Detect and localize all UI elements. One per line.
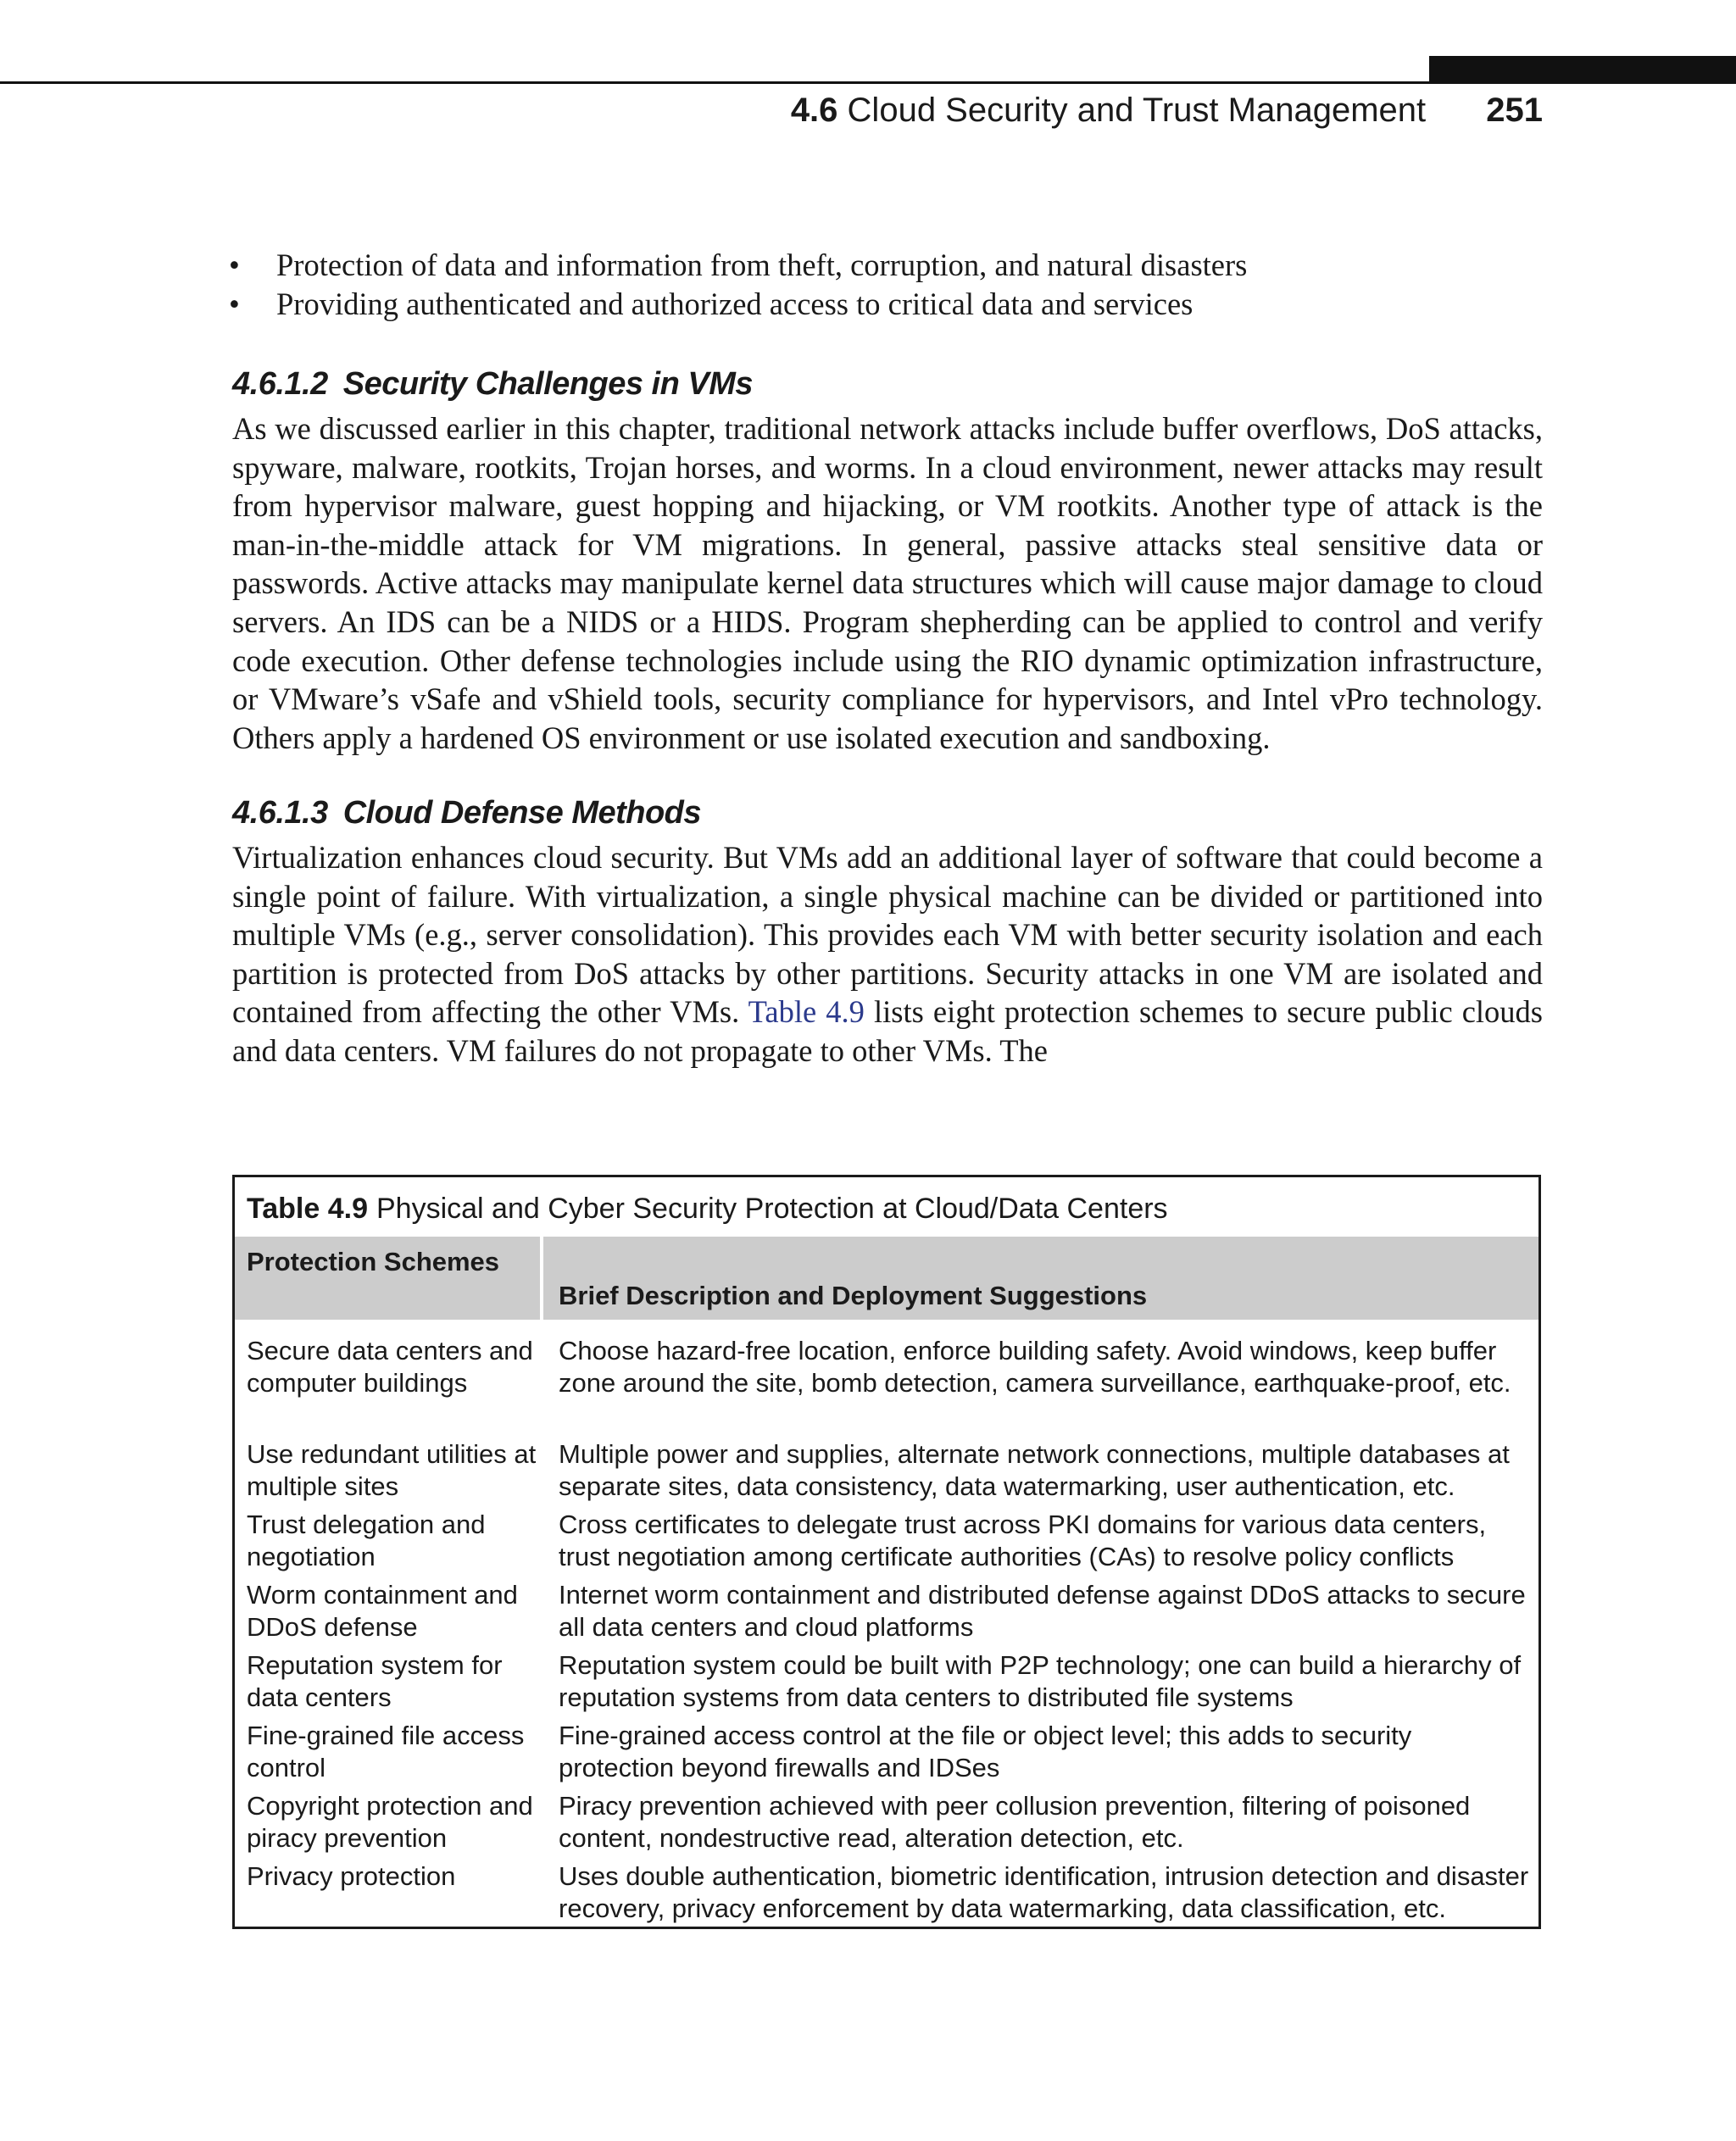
section-heading bbox=[232, 795, 701, 831]
table-header bbox=[235, 1237, 1538, 1320]
bullet-text: Protection of data and information from theft, corruption, and natural disasters bbox=[276, 247, 1248, 282]
running-head-section-number: 4.6 bbox=[790, 92, 838, 129]
paragraph-text: Virtualization enhances cloud security. But VMs add an additional layer of software that could become a single point of failure. With virtualization, a single physical machine can be divided or partitioned into multiple VMs (e.g., server consolidation). This provides each VM with better security isolation and each partition is protected from DoS attacks by other partitions. Security attacks in one VM are isolated and contained from affecting the other VMs. bbox=[232, 840, 1543, 1030]
description-cell: Multiple power and supplies, alternate network connections, multiple databases at separate sites, data consistency, data watermarking, user authentication, etc. bbox=[559, 1439, 1510, 1501]
column-header-schemes: Protection Schemes bbox=[247, 1247, 500, 1276]
section-heading-title: Security Challenges in VMs bbox=[342, 366, 753, 402]
page-number: 251 bbox=[1486, 92, 1543, 129]
bullet-text: Providing authenticated and authorized access to critical data and services bbox=[276, 286, 1194, 321]
bullet-item bbox=[229, 285, 1543, 324]
page-corner-tab bbox=[1429, 56, 1736, 83]
description-cell: Fine-grained access control at the file or object level; this adds to security protection beyond firewalls and IDSes bbox=[559, 1721, 1412, 1782]
description-cell: Choose hazard-free location, enforce building safety. Avoid windows, keep buffer zone around the site, bomb detection, camera surveillance, earthquake-proof, etc. bbox=[559, 1336, 1511, 1398]
section-paragraph: As we discussed earlier in this chapter, traditional network attacks include buffer overflows, DoS attacks, spyware, malware, rootkits, Trojan horses, and worms. In a cloud environment, newer attacks may result from hypervisor malware, guest hopping and hijacking, or VM rootkits. Another type of attack is the man-in-the-middle attack for VM migrations. In general, passive attacks steal sensitive data or passwords. Active attacks may manipulate kernel data structures which will cause major damage to cloud servers. An IDS can be a NIDS or a HIDS. Program shepherding can be applied to control and verify code execution. Other defense technologies include using the RIO dynamic optimization infrastructure, or VMware’s vSafe and vShield tools, security compliance for hypervisors, and Intel vPro technology. Others apply a hardened OS environment or use isolated execution and sandboxing. bbox=[232, 411, 1543, 755]
bullet-marker: • bbox=[229, 286, 240, 321]
section-heading-number: 4.6.1.3 bbox=[232, 795, 328, 831]
bullet-list bbox=[229, 246, 1543, 323]
column-separator bbox=[540, 1237, 543, 1320]
protection-table bbox=[232, 1175, 1541, 1929]
scheme-cell: Use redundant utilities at multiple sites bbox=[247, 1439, 537, 1501]
scheme-cell: Fine-grained file access control bbox=[247, 1721, 525, 1782]
section-heading-title: Cloud Defense Methods bbox=[342, 795, 702, 831]
description-cell: Piracy prevention achieved with peer collusion prevention, filtering of poisoned content, nondestructive read, alteration detection, etc. bbox=[559, 1791, 1471, 1853]
scheme-cell: Copyright protection and piracy prevention bbox=[247, 1791, 533, 1853]
header-rule bbox=[0, 81, 1736, 84]
table-caption-text: Physical and Cyber Security Protection at Cloud/Data Centers bbox=[376, 1193, 1168, 1225]
bullet-marker: • bbox=[229, 247, 240, 282]
description-cell: Uses double authentication, biometric identification, intrusion detection and disaster recovery, privacy enforcement by data watermarking, data classification, etc. bbox=[559, 1861, 1529, 1923]
column-header-description: Brief Description and Deployment Suggestions bbox=[559, 1281, 1148, 1310]
bullet-item bbox=[229, 246, 1543, 285]
section-heading-number: 4.6.1.2 bbox=[232, 366, 328, 402]
scheme-cell: Trust delegation and negotiation bbox=[247, 1510, 486, 1571]
scheme-cell: Reputation system for data centers bbox=[247, 1650, 503, 1712]
running-head-title: Cloud Security and Trust Management bbox=[847, 92, 1427, 129]
table-label: Table 4.9 bbox=[247, 1193, 368, 1225]
section-heading bbox=[232, 366, 753, 403]
scheme-cell: Worm containment and DDoS defense bbox=[247, 1580, 518, 1642]
description-cell: Reputation system could be built with P2P technology; one can build a hierarchy of reputation systems from data centers to distributed file systems bbox=[559, 1650, 1522, 1712]
description-cell: Cross certificates to delegate trust across PKI domains for various data centers, trust negotiation among certificate authorities (CAs) to resolve policy conflicts bbox=[559, 1510, 1487, 1571]
scheme-cell: Secure data centers and computer buildings bbox=[247, 1336, 533, 1398]
section-paragraph bbox=[232, 838, 1543, 1070]
table-reference-link[interactable]: Table 4.9 bbox=[748, 994, 865, 1030]
scheme-cell: Privacy protection bbox=[247, 1861, 456, 1891]
paragraph-text: lists eight protection schemes to secure public clouds and data centers. VM failures do not propagate to other VMs. The bbox=[232, 994, 1544, 1068]
running-head bbox=[791, 92, 1543, 130]
description-cell: Internet worm containment and distributed defense against DDoS attacks to secure all data centers and cloud platforms bbox=[559, 1580, 1526, 1642]
table-caption bbox=[247, 1193, 1168, 1226]
